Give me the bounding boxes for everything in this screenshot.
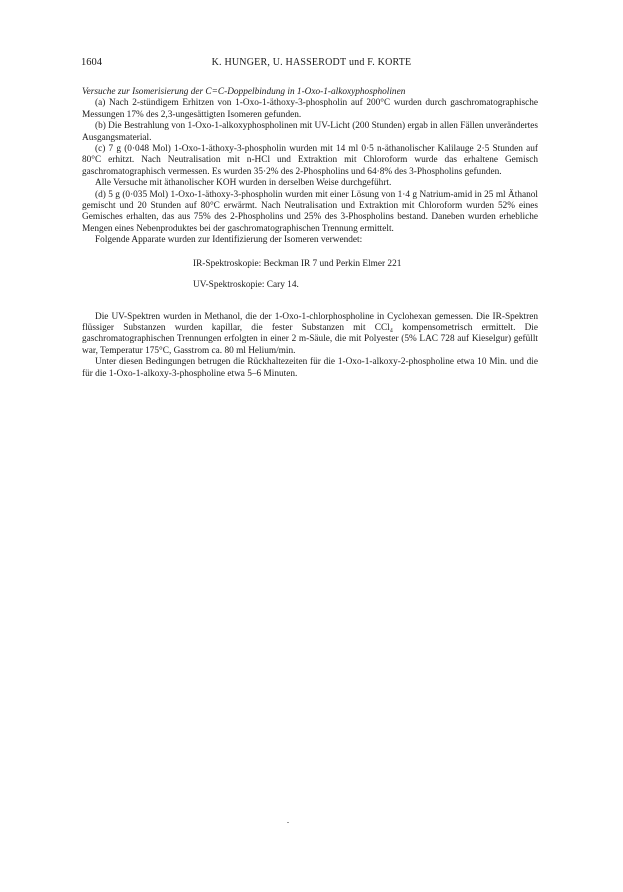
spacer: [82, 302, 538, 312]
running-head-authors: [0, 57, 623, 68]
body-text: [82, 87, 538, 380]
author-text: ASSERODT: [292, 57, 347, 68]
page-header: [0, 57, 623, 71]
author-text: K. H: [211, 57, 232, 68]
paragraph: (c) 7 g (0·048 Mol) 1-Oxo-1-äthoxy-3-phospholin wurden mit 14 ml 0·5 n-äthanolischer Kalilauge 2·5 Stunden auf 80°C erhitzt. Nach Neutralisation mit n-HCl und Extraktion mit Chloroform wurde das erhaltene Gemisch gaschromatographisch vermessen. Es wurden 35·2% des 2-Phospholins und 64·8% des 3-Phospholins gefunden.: [82, 144, 538, 177]
paragraph: Die UV-Spektren wurden in Methanol, die der 1-Oxo-1-chlorphospholine in Cyclohexan gemessen. Die IR-Spektren flüssiger Substanzen wurden kapillar, die fester Substanzen mit CCl₄ kompensometrisch ermittelt. Die gaschromatographischen Trennungen erfolgten in einer 2 m-Säule, die mit Polyester (5% LAC 728 auf Kieselgur) gefüllt war, Temperatur 175°C, Gasstrom ca. 80 ml Helium/min.: [82, 311, 538, 356]
paragraph: Folgende Apparate wurden zur Identifizierung der Isomeren verwendet:: [95, 235, 363, 246]
scan-speck: [287, 822, 289, 823]
paragraph: (a) Nach 2-stündigem Erhitzen von 1-Oxo-1-äthoxy-3-phospholin auf 200°C wurden durch gaschromatographische Messungen 17% des 2,3-ungesättigten Isomeren gefunden.: [82, 98, 538, 120]
paragraph: (b) Die Bestrahlung von 1-Oxo-1-alkoxyphospholinen mit UV-Licht (200 Stunden) ergab in allen Fällen unverändertes Ausgangsmaterial.: [82, 121, 538, 143]
apparatus-list: [193, 259, 538, 292]
author-text: ORTE: [385, 57, 412, 68]
paragraph: (d) 5 g (0·035 Mol) 1-Oxo-1-äthoxy-3-phospholin wurden mit einer Lösung von 1·4 g Natrium-amid in 25 ml Äthanol gemischt und 20 Stunden auf 80°C erwärmt. Nach Neutralisation und Extraktion mit Chloroform wurden 52% eines Gemisches erhalten, das aus 75% des 2-Phospholins und 25% des 3-Phospholins bestand. Daneben wurden erhebliche Mengen eines Nebenproduktes bei der gaschromatographischen Trennung ermittelt.: [82, 189, 538, 234]
section-title: Versuche zur Isomerisierung der C=C-Doppelbindung in 1-Oxo-1-alkoxyphospholinen: [82, 87, 406, 97]
paragraph: Alle Versuche mit äthanolischer KOH wurden in derselben Weise durchgeführt.: [95, 178, 392, 189]
paragraph: Unter diesen Bedingungen betrugen die Rückhaltezeiten für die 1-Oxo-1-alkoxy-2-phospholine etwa 10 Min. und die für die 1-Oxo-1-alkoxy-3-phospholine etwa 5–6 Minuten.: [82, 357, 538, 379]
author-text: , U. H: [267, 57, 293, 68]
apparatus-item: IR-Spektroskopie: Beckman IR 7 und Perkin Elmer 221: [193, 258, 402, 269]
apparatus-item: UV-Spektroskopie: Cary 14.: [193, 280, 299, 291]
page-number: 1604: [81, 57, 102, 68]
author-text: UNGER: [231, 57, 268, 68]
author-text: und F. K: [346, 57, 386, 68]
